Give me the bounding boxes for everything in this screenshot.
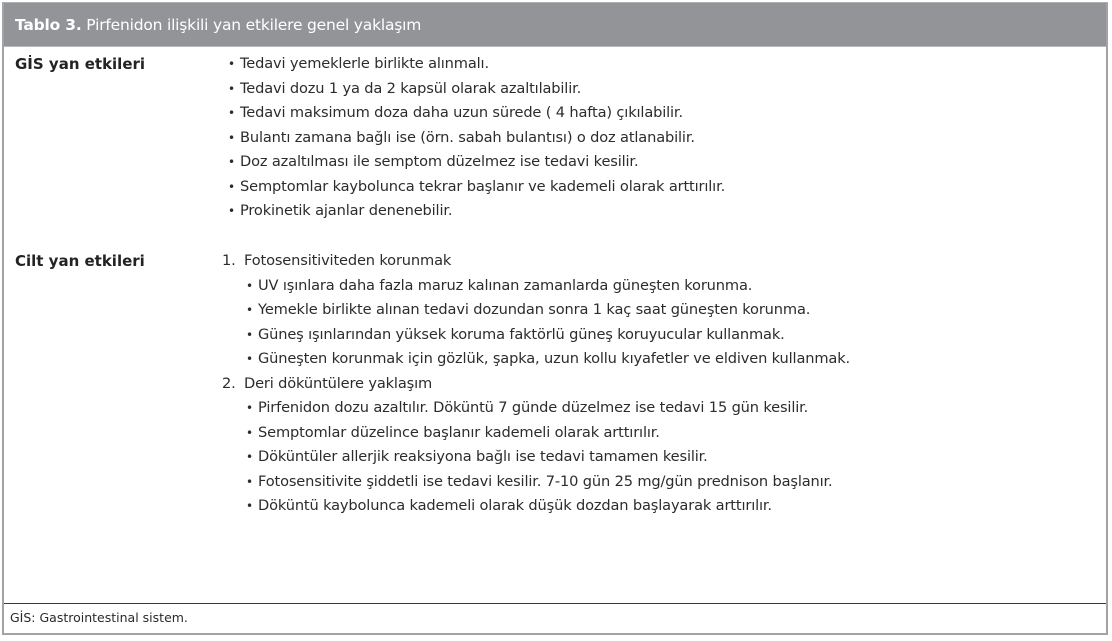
table-caption [4, 3, 1106, 47]
list-item: • Tedavi dozu 1 ya da 2 kapsül olarak azaltılabilir. [228, 79, 581, 99]
list-item: • Güneşten korunmak için gözlük, şapka, uzun kollu kıyafetler ve eldiven kullanmak. [246, 349, 850, 369]
list-item: • Bulantı zamana bağlı ise (örn. sabah bulantısı) o doz atlanabilir. [228, 128, 695, 148]
list-item: • Prokinetik ajanlar denenebilir. [228, 201, 452, 221]
list-item: • Döküntüler allerjik reaksiyona bağlı ise tedavi tamamen kesilir. [246, 447, 708, 467]
list-item: • Döküntü kaybolunca kademeli olarak düşük dozdan başlayarak arttırılır. [246, 496, 772, 516]
list-item: • Yemekle birlikte alınan tedavi dozundan sonra 1 kaç saat güneşten korunma. [246, 300, 810, 320]
list-item: • Güneş ışınlarından yüksek koruma faktörlü güneş koruyucular kullanmak. [246, 325, 785, 345]
numbered-item [222, 374, 432, 394]
caption-text: Pirfenidon ilişkili yan etkilere genel yaklaşım [81, 16, 422, 34]
list-item: • Semptomlar düzelince başlanır kademeli olarak arttırılır. [246, 423, 660, 443]
item-title: Fotosensitiviteden korunmak [244, 252, 452, 269]
item-title: Deri döküntülere yaklaşım [244, 374, 433, 392]
table [2, 2, 1108, 635]
row-label-cilt: Cilt yan etkileri [15, 252, 145, 270]
list-item: • Fotosensitivite şiddetli ise tedavi kesilir. 7-10 gün 25 mg/gün prednison başlanır. [246, 472, 833, 492]
list-item: • UV ışınlara daha fazla maruz kalınan zamanlarda güneşten korunma. [246, 276, 752, 296]
item-number: 1. [222, 252, 236, 269]
caption-label: Tablo 3. [15, 16, 82, 34]
list-item: • Tedavi yemeklerle birlikte alınmalı. [228, 54, 489, 74]
numbered-item [222, 251, 451, 271]
footnote-divider [4, 603, 1106, 604]
row-label-gis: GİS yan etkileri [15, 55, 146, 73]
list-item: • Pirfenidon dozu azaltılır. Döküntü 7 günde düzelmez ise tedavi 15 gün kesilir. [246, 398, 808, 418]
list-item: • Tedavi maksimum doza daha uzun sürede ( 4 hafta) çıkılabilir. [228, 103, 683, 123]
table-footnote: GİS: Gastrointestinal sistem. [10, 610, 188, 625]
list-item: • Semptomlar kaybolunca tekrar başlanır ve kademeli olarak arttırılır. [228, 177, 725, 197]
item-number: 2. [222, 374, 236, 392]
list-item: • Doz azaltılması ile semptom düzelmez ise tedavi kesilir. [228, 152, 638, 172]
